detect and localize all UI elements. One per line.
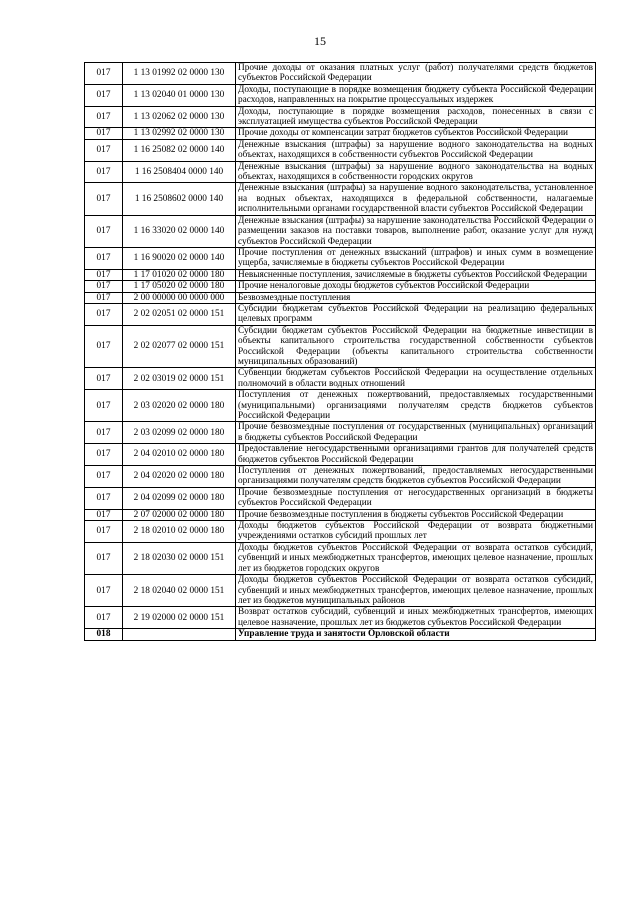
- budget-code-cell: 2 02 03019 02 0000 151: [123, 368, 236, 390]
- table-row: [85, 487, 596, 509]
- budget-code-cell: 2 18 02030 02 0000 151: [123, 542, 236, 574]
- revenue-name-cell: Доходы бюджетов субъектов Российской Федерации от возврата остатков субсидий, субвенций и иных межбюджетных трансфертов, имеющих целевое назначение, прошлых лет из бюджетов городских округов: [236, 542, 596, 574]
- admin-code-cell: 017: [85, 368, 123, 390]
- budget-code-cell: 1 13 02062 02 0000 130: [123, 106, 236, 128]
- budget-code-cell: 2 03 02020 02 0000 180: [123, 390, 236, 422]
- table-row: [85, 139, 596, 161]
- revenue-name-cell: Денежные взыскания (штрафы) за нарушение водного законодательства на водных объектах, находящихся в собственности субъектов Российской Федерации: [236, 139, 596, 161]
- table-row: [85, 422, 596, 444]
- budget-code-cell: 1 16 90020 02 0000 140: [123, 247, 236, 269]
- budget-code-cell: 1 16 2508602 0000 140: [123, 183, 236, 215]
- admin-code-cell: 017: [85, 247, 123, 269]
- revenue-name-cell: Денежные взыскания (штрафы) за нарушение водного законодательства, установленное на водных объектах, находящихся в федеральной собственности, налагаемые исполнительными органами государственной власти субъектов Российской Федерации: [236, 183, 596, 215]
- table-row: [85, 325, 596, 368]
- table-row: [85, 444, 596, 466]
- admin-code-cell: 017: [85, 303, 123, 325]
- table-row: [85, 84, 596, 106]
- admin-code-cell: 017: [85, 215, 123, 247]
- table-row: [85, 521, 596, 543]
- admin-code-cell: 017: [85, 325, 123, 368]
- budget-code-cell: 2 00 00000 00 0000 000: [123, 292, 236, 303]
- budget-code-cell: [123, 629, 236, 640]
- table-row: [85, 466, 596, 488]
- budget-code-cell: 2 03 02099 02 0000 180: [123, 422, 236, 444]
- table-row: [85, 183, 596, 215]
- admin-code-cell: 017: [85, 84, 123, 106]
- admin-code-cell: 017: [85, 542, 123, 574]
- admin-code-cell: 017: [85, 63, 123, 85]
- revenue-name-cell: Прочие безвозмездные поступления от негосударственных организаций в бюджеты субъектов Российской Федерации: [236, 487, 596, 509]
- admin-code-cell: 017: [85, 466, 123, 488]
- table-row: [85, 607, 596, 629]
- admin-code-cell: 017: [85, 292, 123, 303]
- revenue-name-cell: Поступления от денежных пожертвований, предоставляемых негосударственными организациями получателям средств бюджетов субъектов Российской Федерации: [236, 466, 596, 488]
- budget-code-cell: 1 13 01992 02 0000 130: [123, 63, 236, 85]
- revenue-name-cell: Субсидии бюджетам субъектов Российской Федерации на бюджетные инвестиции в объекты капитального строительства государственной собственности субъектов Российской Федерации (объекты капитального строительства собственности муниципальных образований): [236, 325, 596, 368]
- admin-code-cell: 017: [85, 390, 123, 422]
- revenue-name-cell: Доходы, поступающие в порядке возмещения расходов, понесенных в связи с эксплуатацией имущества субъектов Российской Федерации: [236, 106, 596, 128]
- table-row: [85, 215, 596, 247]
- admin-code-cell: 017: [85, 139, 123, 161]
- admin-code-cell: 017: [85, 106, 123, 128]
- budget-code-cell: 2 02 02077 02 0000 151: [123, 325, 236, 368]
- admin-code-cell: 017: [85, 269, 123, 280]
- revenue-name-cell: Субсидии бюджетам субъектов Российской Федерации на реализацию федеральных целевых программ: [236, 303, 596, 325]
- revenue-name-cell: Управление труда и занятости Орловской области: [236, 629, 596, 640]
- budget-code-cell: 1 13 02992 02 0000 130: [123, 128, 236, 139]
- admin-code-cell: 018: [85, 629, 123, 640]
- table-row: [85, 629, 596, 640]
- table-row: [85, 106, 596, 128]
- page-number: 15: [314, 34, 326, 48]
- budget-code-cell: 2 18 02040 02 0000 151: [123, 575, 236, 607]
- revenue-name-cell: Денежные взыскания (штрафы) за нарушение водного законодательства на водных объектах, находящихся в собственности городских округов: [236, 161, 596, 183]
- table-row: [85, 542, 596, 574]
- table-body: [85, 63, 596, 641]
- revenue-name-cell: Доходы бюджетов субъектов Российской Федерации от возврата бюджетными учреждениями остатков субсидий прошлых лет: [236, 521, 596, 543]
- budget-code-cell: 1 16 33020 02 0000 140: [123, 215, 236, 247]
- table-row: [85, 390, 596, 422]
- table-row: [85, 269, 596, 280]
- budget-code-cell: 1 13 02040 01 0000 130: [123, 84, 236, 106]
- admin-code-cell: 017: [85, 575, 123, 607]
- revenue-name-cell: Прочие безвозмездные поступления от государственных (муниципальных) организаций в бюджеты субъектов Российской Федерации: [236, 422, 596, 444]
- revenue-name-cell: Поступления от денежных пожертвований, предоставляемых государственными (муниципальными) организациями получателям средств бюджетов субъектов Российской Федерации: [236, 390, 596, 422]
- revenue-name-cell: Прочие доходы от компенсации затрат бюджетов субъектов Российской Федерации: [236, 128, 596, 139]
- budget-code-cell: 2 07 02000 02 0000 180: [123, 509, 236, 520]
- revenue-name-cell: Невыясненные поступления, зачисляемые в бюджеты субъектов Российской Федерации: [236, 269, 596, 280]
- table-row: [85, 63, 596, 85]
- revenue-name-cell: Субвенции бюджетам субъектов Российской Федерации на осуществление отдельных полномочий в области водных отношений: [236, 368, 596, 390]
- budget-code-cell: 2 19 02000 02 0000 151: [123, 607, 236, 629]
- revenue-name-cell: Денежные взыскания (штрафы) за нарушение законодательства Российской Федерации о размещении заказов на поставки товаров, выполнение работ, оказание услуг для нужд субъектов Российской Федерации: [236, 215, 596, 247]
- table-row: [85, 128, 596, 139]
- revenue-name-cell: Прочие неналоговые доходы бюджетов субъектов Российской Федерации: [236, 281, 596, 292]
- revenue-name-cell: Прочие безвозмездные поступления в бюджеты субъектов Российской Федерации: [236, 509, 596, 520]
- revenue-name-cell: Прочие доходы от оказания платных услуг (работ) получателями средств бюджетов субъектов Российской Федерации: [236, 63, 596, 85]
- table-row: [85, 509, 596, 520]
- table-row: [85, 281, 596, 292]
- revenue-name-cell: Возврат остатков субсидий, субвенций и иных межбюджетных трансфертов, имеющих целевое назначение, прошлых лет из бюджетов субъектов Российской Федерации: [236, 607, 596, 629]
- budget-code-cell: 1 16 25082 02 0000 140: [123, 139, 236, 161]
- table-row: [85, 303, 596, 325]
- table-row: [85, 161, 596, 183]
- admin-code-cell: 017: [85, 161, 123, 183]
- admin-code-cell: 017: [85, 281, 123, 292]
- admin-code-cell: 017: [85, 183, 123, 215]
- budget-code-cell: 2 02 02051 02 0000 151: [123, 303, 236, 325]
- table-row: [85, 247, 596, 269]
- revenue-codes-table: [84, 62, 596, 641]
- admin-code-cell: 017: [85, 509, 123, 520]
- budget-code-cell: 2 04 02020 02 0000 180: [123, 466, 236, 488]
- revenue-name-cell: Доходы, поступающие в порядке возмещения бюджету субъекта Российской Федерации расходов, направленных на покрытие процессуальных издержек: [236, 84, 596, 106]
- admin-code-cell: 017: [85, 521, 123, 543]
- admin-code-cell: 017: [85, 487, 123, 509]
- admin-code-cell: 017: [85, 422, 123, 444]
- budget-code-cell: 2 04 02010 02 0000 180: [123, 444, 236, 466]
- revenue-name-cell: Доходы бюджетов субъектов Российской Федерации от возврата остатков субсидий, субвенций и иных межбюджетных трансфертов, имеющих целевое назначение, прошлых лет из бюджетов муниципальных районов: [236, 575, 596, 607]
- admin-code-cell: 017: [85, 607, 123, 629]
- budget-code-cell: 2 18 02010 02 0000 180: [123, 521, 236, 543]
- table-row: [85, 368, 596, 390]
- revenue-name-cell: Предоставление негосударственными организациями грантов для получателей средств бюджетов субъектов Российской Федерации: [236, 444, 596, 466]
- admin-code-cell: 017: [85, 128, 123, 139]
- table-row: [85, 292, 596, 303]
- revenue-name-cell: Прочие поступления от денежных взысканий (штрафов) и иных сумм в возмещение ущерба, зачисляемые в бюджеты субъектов Российской Федерации: [236, 247, 596, 269]
- budget-code-cell: 1 16 2508404 0000 140: [123, 161, 236, 183]
- budget-code-cell: 1 17 05020 02 0000 180: [123, 281, 236, 292]
- budget-code-cell: 1 17 01020 02 0000 180: [123, 269, 236, 280]
- budget-code-cell: 2 04 02099 02 0000 180: [123, 487, 236, 509]
- table-row: [85, 575, 596, 607]
- revenue-name-cell: Безвозмездные поступления: [236, 292, 596, 303]
- admin-code-cell: 017: [85, 444, 123, 466]
